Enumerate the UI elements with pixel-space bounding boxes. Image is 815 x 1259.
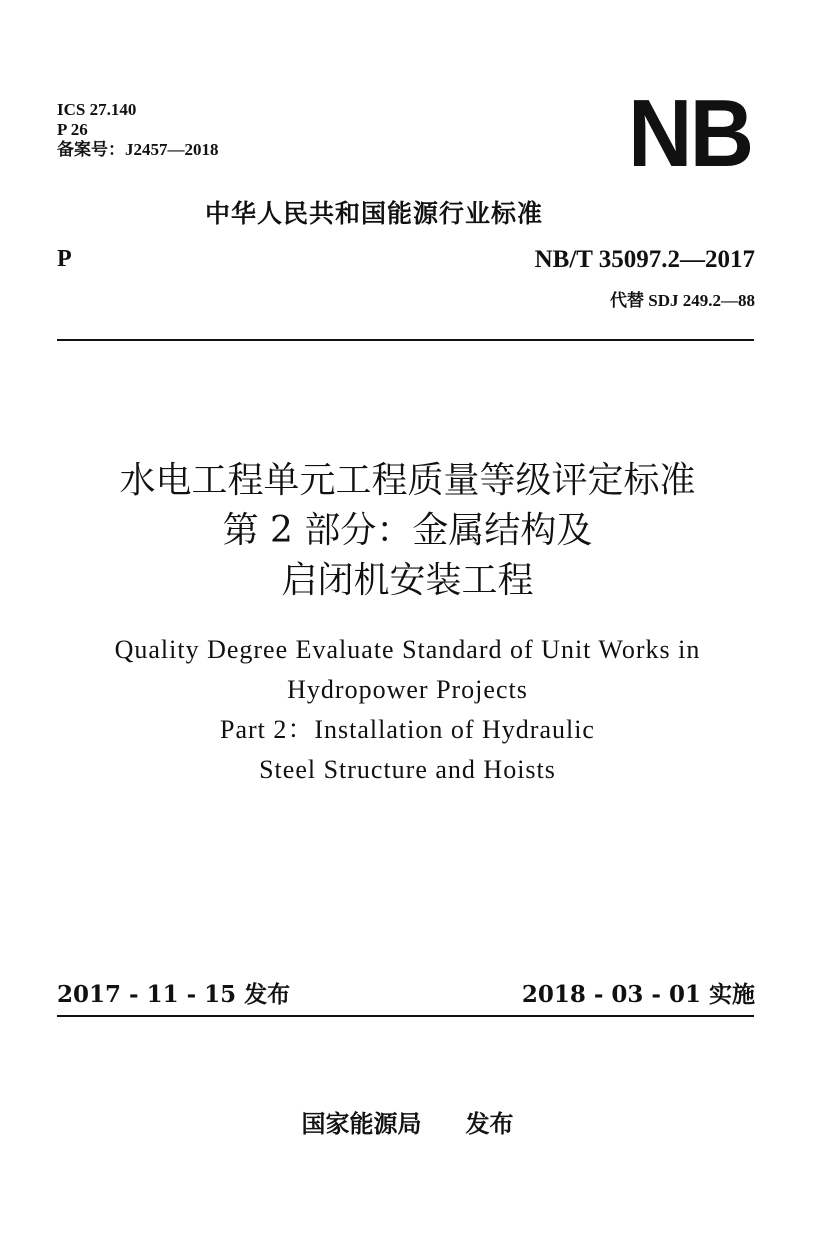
classification-block [57, 100, 219, 160]
ics-code: ICS 27.140 [57, 100, 137, 119]
english-title [0, 630, 815, 790]
standard-number: NB/T 35097.2—2017 [534, 246, 755, 273]
industry-standard-title: 中华人民共和国能源行业标准 [205, 199, 544, 228]
publisher-line [0, 1104, 815, 1139]
implementation-date: 2018 - 03 - 01 实施 [521, 981, 755, 1008]
category-code: P [57, 246, 72, 272]
chinese-title [0, 456, 815, 606]
chinese-title-line: 水电工程单元工程质量等级评定标准 [119, 460, 696, 501]
ccs-code: P 26 [57, 120, 88, 139]
footer-divider [57, 1015, 754, 1017]
publish-action: 发布 [465, 1110, 514, 1138]
record-number: 备案号：J2457—2018 [57, 140, 219, 159]
header-divider [57, 339, 754, 341]
english-title-line: Steel Structure and Hoists [259, 755, 556, 784]
publisher-name: 国家能源局 [301, 1110, 422, 1138]
chinese-title-line: 第 2 部分：金属结构及 [222, 510, 593, 551]
english-title-line: Quality Degree Evaluate Standard of Unit Works in [114, 635, 701, 664]
english-title-line: Part 2：Installation of Hydraulic [220, 715, 595, 744]
replaces-standard: 代替 SDJ 249.2—88 [610, 291, 755, 310]
issue-date: 2017 - 11 - 15 发布 [57, 981, 291, 1008]
chinese-title-line: 启闭机安装工程 [281, 560, 534, 601]
english-title-line: Hydropower Projects [287, 675, 528, 704]
nb-logo: NB [628, 80, 752, 187]
